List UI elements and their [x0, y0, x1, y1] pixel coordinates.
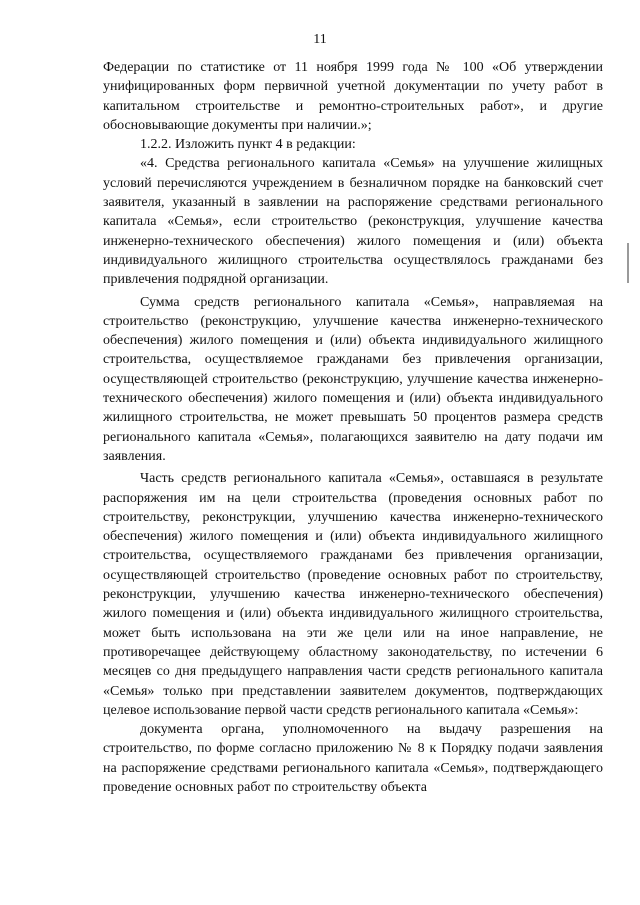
paragraph-continuation: Федерации по статистике от 11 ноября 1999 года № 100 «Об утверждении унифицированных форм первичной учетной документации по учету работ в капитальном строительстве и ремонтно-строительных работ», и другие обосновывающие документы при наличии.»;	[103, 60, 603, 133]
paragraph-point-4: «4. Средства регионального капитала «Семья» на улучшение жилищных условий перечисляются учреждением в безналичном порядке на банковский счет заявителя, указанный в заявлении на распоряжение средствами регионального капитала «Семья», если строительство (реконструкция, улучшение качества инженерно-технического обеспечения) жилого помещения и (или) объекта индивидуального жилищного строительства осуществлялось гражданами без привлечения подрядной организации.	[103, 156, 603, 288]
paragraph-remaining-funds: Часть средств регионального капитала «Семья», оставшаяся в результате распоряжения им на цели строительства (проведения основных работ по строительству, реконструкции, улучшению качества инженерно-технического обеспечения) жилого помещения и (или) объекта индивидуального жилищного строительства, осуществляемого гражданами без привлечения организации, осуществляющей строительство (проведение основных работ по строительству, реконструкции, улучшению качества инженерно-технического обеспечения) жилого помещения и (или) объекта индивидуального жилищного строительства, может быть использована на эти же цели или на иное направление, не противоречащее действующему областному законодательству, по истечении 6 месяцев со дня предыдущего направления части средств регионального капитала «Семья» только при представлении заявителем документов, подтверждающих целевое использование первой части средств регионального капитала «Семья»:	[103, 471, 603, 718]
paragraph-amendment-item: 1.2.2. Изложить пункт 4 в редакции:	[140, 137, 356, 153]
paragraph-document-requirement: документа органа, уполномоченного на выдачу разрешения на строительство, по форме согласно приложению № 8 к Порядку подачи заявления на распоряжение средствами регионального капитала «Семья», подтверждающего проведение основных работ по строительству объекта	[103, 722, 603, 795]
scan-edge-mark	[627, 243, 629, 283]
page-number: 11	[313, 32, 327, 47]
document-body	[103, 58, 603, 797]
paragraph-sum-limit: Сумма средств регионального капитала «Семья», направляемая на строительство (реконструкцию, улучшение качества инженерно-технического обеспечения) жилого помещения и (или) объекта индивидуального жилищного строительства, осуществляемое гражданами без привлечения организации, осуществляющей строительство (реконструкцию, улучшение качества инженерно-технического обеспечения) жилого помещения и (или) объекта индивидуального жилищного строительства, не может превышать 50 процентов размера средств регионального капитала «Семья», полагающихся заявителю на дату подачи им заявления.	[103, 294, 603, 464]
